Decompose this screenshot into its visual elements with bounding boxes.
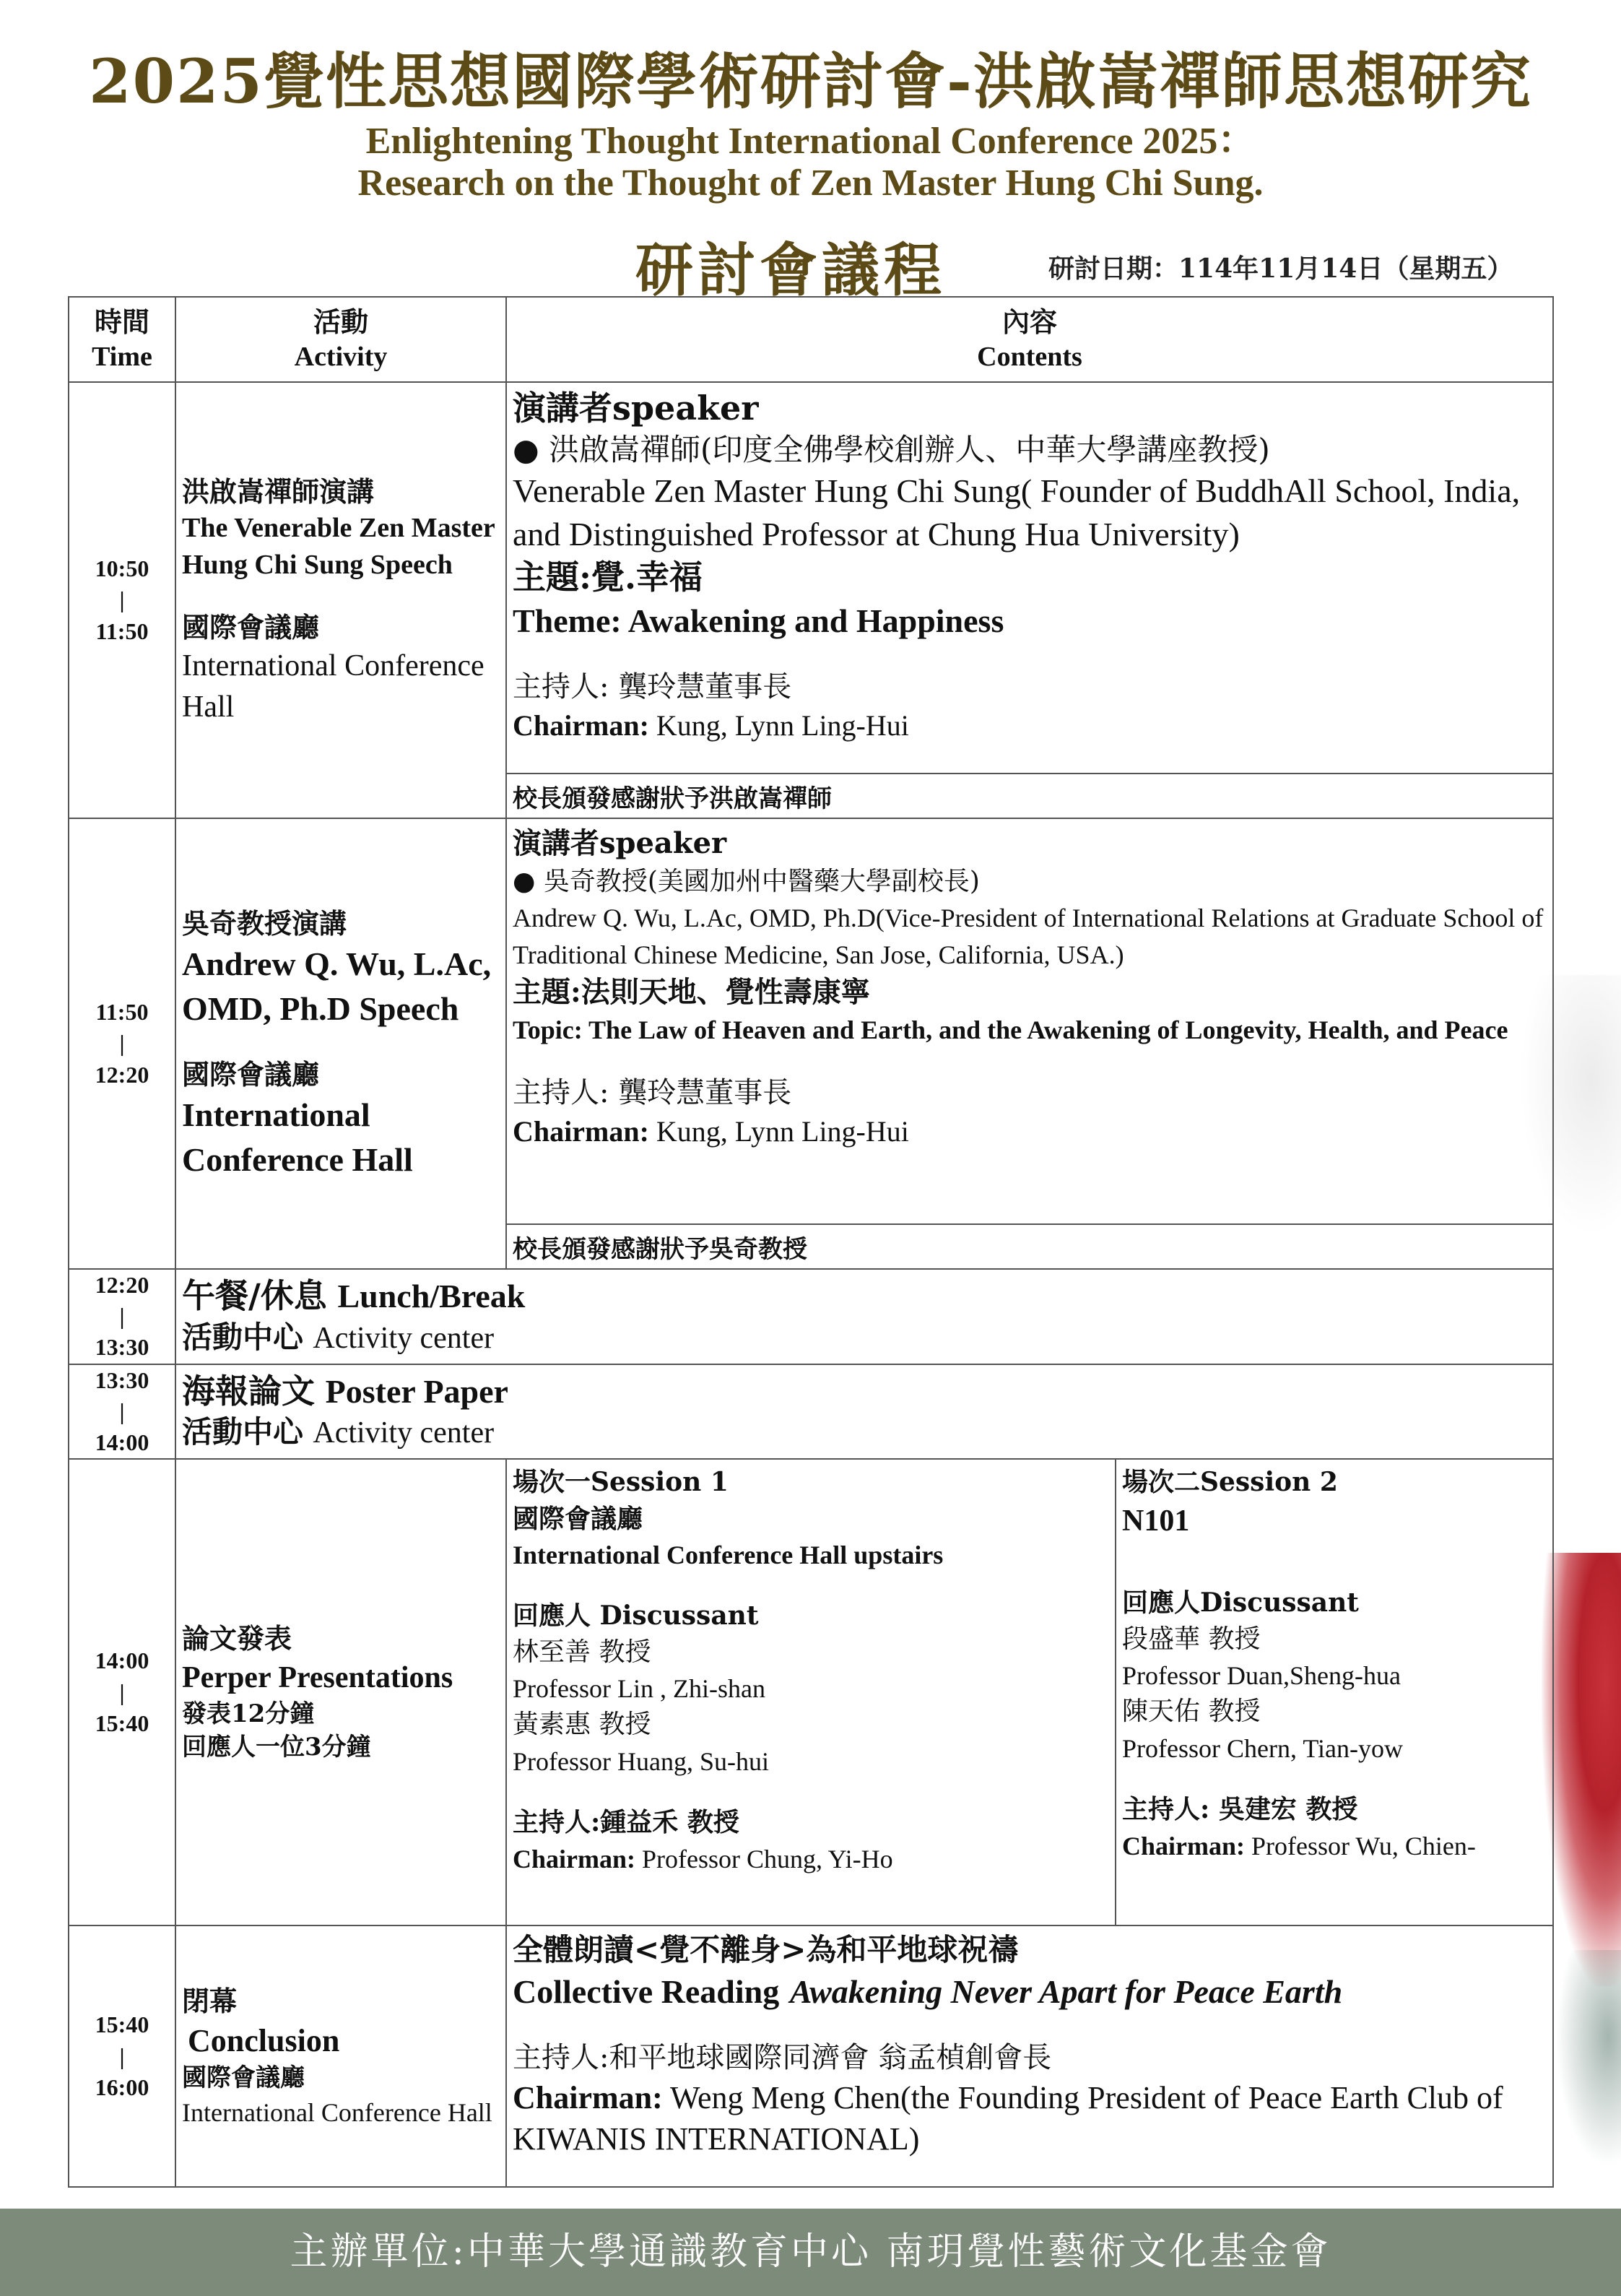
table-row <box>69 382 1553 774</box>
time-end: 12:20 <box>95 1061 149 1088</box>
time-separator: | <box>119 1303 125 1330</box>
venue-cn: 國際會議廳 <box>182 610 320 644</box>
session2-host-cn: 主持人: 吳建宏 教授 <box>1122 1794 1358 1825</box>
activity-header-cn: 活動 <box>313 305 368 338</box>
activity-cn: 吳奇教授演講 <box>182 906 347 940</box>
activity-cn: 閉幕 <box>182 1984 238 2017</box>
time-start: 10:50 <box>95 555 149 582</box>
chair-name: Kung, Lynn Ling-Hui <box>656 709 909 742</box>
chair-label: Chairman: <box>513 1844 635 1873</box>
contents-header <box>506 297 1553 382</box>
poster-place-cn: 活動中心 <box>182 1414 304 1450</box>
speaker-label: 演講者speaker <box>513 826 727 860</box>
agenda-title: 研討會議程 <box>635 236 946 304</box>
session2-discussant1-cn: 段盛華 教授 <box>1122 1624 1261 1654</box>
agenda-table <box>68 296 1554 2188</box>
time-end: 15:40 <box>95 1710 149 1736</box>
table-header-row <box>69 297 1553 382</box>
activity-cell <box>175 1459 506 1925</box>
time-separator: | <box>119 586 125 613</box>
time-cell <box>69 1364 175 1460</box>
time-cell <box>69 1269 175 1364</box>
chair-name: Professor Wu, Chien- <box>1251 1831 1476 1860</box>
session2-cell <box>1116 1459 1553 1925</box>
speaker-label: 演講者speaker <box>513 389 759 428</box>
chair-name: Kung, Lynn Ling-Hui <box>656 1114 909 1148</box>
session2-venue: N101 <box>1122 1504 1190 1538</box>
closing-contents-cell <box>506 1925 1553 2187</box>
award-cell: 校長頒發感謝狀予洪啟嵩禪師 <box>506 774 1553 818</box>
time-separator: | <box>119 1678 125 1705</box>
speaker-en: Andrew Q. Wu, L.Ac, OMD, Ph.D(Vice-President of International Relations at Graduate School of Traditional Chinese Medicine, San Jose, California, USA.) <box>513 904 1544 969</box>
lunch-title-cn: 午餐/休息 <box>182 1276 327 1316</box>
host-cn: 主持人:和平地球國際同濟會 翁孟楨創會長 <box>513 2040 1052 2074</box>
leaf-decoration <box>1556 1950 1621 2167</box>
poster-place-en: Activity center <box>313 1416 495 1450</box>
session1-discussant1-cn: 林至善 教授 <box>513 1637 651 1667</box>
theme-en: Theme: Awakening and Happiness <box>513 602 1004 639</box>
chair-name: Weng Meng Chen(the Founding President of Peace Earth Club of KIWANIS INTERNATIONAL) <box>513 2079 1503 2157</box>
conference-title-english-line1: Enlightening Thought International Conference 2025： <box>365 121 1256 162</box>
chair-label: Chairman: <box>513 2079 663 2115</box>
session1-host-cn: 主持人:鍾益禾 教授 <box>513 1807 739 1838</box>
chair-name: Professor Chung, Yi-Ho <box>642 1844 893 1873</box>
contents-header-en: Contents <box>977 342 1082 372</box>
session2-discussant2-cn: 陳天佑 教授 <box>1122 1697 1261 1727</box>
topic-cn: 主題:法則天地、覺性壽康寧 <box>513 975 870 1010</box>
table-row <box>69 818 1553 1224</box>
activity-cell <box>175 382 506 818</box>
chair-label: Chairman: <box>513 1114 649 1148</box>
speaker-cn: ● 洪啟嵩禪師(印度全佛學校創辦人、中華大學講座教授) <box>513 431 1270 467</box>
activity-en: The Venerable Zen Master Hung Chi Sung Speech <box>182 513 495 581</box>
time-end: 16:00 <box>95 2074 149 2100</box>
contents-cell <box>506 382 1553 774</box>
activity-header <box>175 297 506 382</box>
venue-en: International Conference Hall <box>182 1096 413 1179</box>
session1-cell <box>506 1459 1116 1925</box>
time-separator: | <box>119 1030 125 1057</box>
time-cell <box>69 818 175 1269</box>
session1-discussant2-cn: 黃素惠 教授 <box>513 1710 651 1740</box>
activity-cn: 論文發表 <box>182 1622 292 1655</box>
venue-en: International Conference Hall <box>182 649 484 724</box>
reading-en-italic: Awakening Never Apart for Peace Earth <box>789 1972 1343 2010</box>
session1-venue-en: International Conference Hall upstairs <box>513 1540 944 1569</box>
time-header-cn: 時間 <box>94 305 149 338</box>
time-start: 11:50 <box>95 999 149 1026</box>
time-header-en: Time <box>92 342 152 372</box>
activity-cell <box>175 1925 506 2187</box>
session2-discussant-label: 回應人Discussant <box>1122 1587 1359 1619</box>
lunch-place-cn: 活動中心 <box>182 1319 304 1355</box>
lunch-title-en: Lunch/Break <box>337 1278 526 1315</box>
speaker-en: Venerable Zen Master Hung Chi Sung( Founder of BuddhAll School, India, and Distinguished Professor at Chung Hua University) <box>513 472 1521 553</box>
time-start: 13:30 <box>95 1366 149 1393</box>
session1-venue-cn: 國際會議廳 <box>513 1503 643 1534</box>
venue-cn: 國際會議廳 <box>182 2063 305 2093</box>
chair-label: Chairman: <box>1122 1831 1245 1860</box>
presentation-rule-2: 回應人一位3分鐘 <box>182 1733 371 1762</box>
organizers-footer: 主辦單位:中華大學通識教育中心 南玥覺性藝術文化基金會 <box>0 2209 1621 2296</box>
reading-cn: 全體朗讀<覺不離身>為和平地球祝禱 <box>513 1932 1019 1968</box>
table-row <box>69 1364 1553 1460</box>
presentation-rule-1: 發表12分鐘 <box>182 1699 315 1729</box>
time-cell <box>69 382 175 818</box>
host-cn: 主持人: 龔玲慧董事長 <box>513 670 792 703</box>
time-end: 14:00 <box>95 1429 149 1455</box>
host-cn: 主持人: 龔玲慧董事長 <box>513 1075 792 1109</box>
activity-cn: 洪啟嵩禪師演講 <box>182 475 375 508</box>
reading-en-plain: Collective Reading <box>513 1972 780 2010</box>
session1-discussant-label: 回應人 Discussant <box>513 1600 759 1632</box>
activity-en: Andrew Q. Wu, L.Ac, OMD, Ph.D Speech <box>182 945 492 1027</box>
poster-cell <box>175 1364 1553 1460</box>
time-separator: | <box>119 2042 125 2069</box>
time-end: 13:30 <box>95 1334 149 1361</box>
session1-label: 場次一Session 1 <box>513 1467 729 1498</box>
table-row <box>69 1459 1553 1925</box>
chair-label: Chairman: <box>513 709 649 742</box>
session2-label: 場次二Session 2 <box>1122 1467 1338 1498</box>
venue-cn: 國際會議廳 <box>182 1058 320 1091</box>
time-end: 11:50 <box>95 618 149 644</box>
time-cell <box>69 1459 175 1925</box>
time-start: 15:40 <box>95 2011 149 2038</box>
conference-date: 研討日期：114年11月14日（星期五） <box>1048 254 1513 284</box>
time-cell <box>69 1925 175 2187</box>
time-separator: | <box>119 1398 125 1424</box>
session2-discussant2-en: Professor Chern, Tian-yow <box>1122 1733 1404 1763</box>
table-row <box>69 1925 1553 2187</box>
session1-discussant1-en: Professor Lin , Zhi-shan <box>513 1674 765 1704</box>
session2-discussant1-en: Professor Duan,Sheng-hua <box>1122 1660 1401 1690</box>
activity-header-en: Activity <box>294 342 388 372</box>
poster-title-en: Poster Paper <box>325 1372 508 1410</box>
time-start: 12:20 <box>95 1272 149 1298</box>
topic-en: Topic: The Law of Heaven and Earth, and the Awakening of Longevity, Health, and Peace <box>513 1015 1508 1045</box>
time-header <box>69 297 175 382</box>
activity-en: Conclusion <box>188 2022 340 2058</box>
conference-title-chinese: 2025覺性思想國際學術研討會-洪啟嵩禪師思想研究 <box>89 46 1532 117</box>
theme-cn: 主題:覺.幸福 <box>513 557 703 597</box>
table-row <box>69 1269 1553 1364</box>
conference-title-english-line2: Research on the Thought of Zen Master Hung Chi Sung. <box>357 163 1264 204</box>
contents-header-cn: 內容 <box>1001 305 1057 338</box>
activity-en: Perper Presentations <box>182 1660 453 1694</box>
time-start: 14:00 <box>95 1647 149 1674</box>
session1-discussant2-en: Professor Huang, Su-hui <box>513 1746 769 1776</box>
lunch-place-en: Activity center <box>313 1321 495 1355</box>
award-cell: 校長頒發感謝狀予吳奇教授 <box>506 1224 1553 1269</box>
contents-cell <box>506 818 1553 1224</box>
venue-en: International Conference Hall <box>182 2098 492 2128</box>
lunch-cell <box>175 1269 1553 1364</box>
activity-cell <box>175 818 506 1269</box>
speaker-cn: ● 吳奇教授(美國加州中醫藥大學副校長) <box>513 867 980 896</box>
poster-title-cn: 海報論文 <box>182 1371 315 1411</box>
